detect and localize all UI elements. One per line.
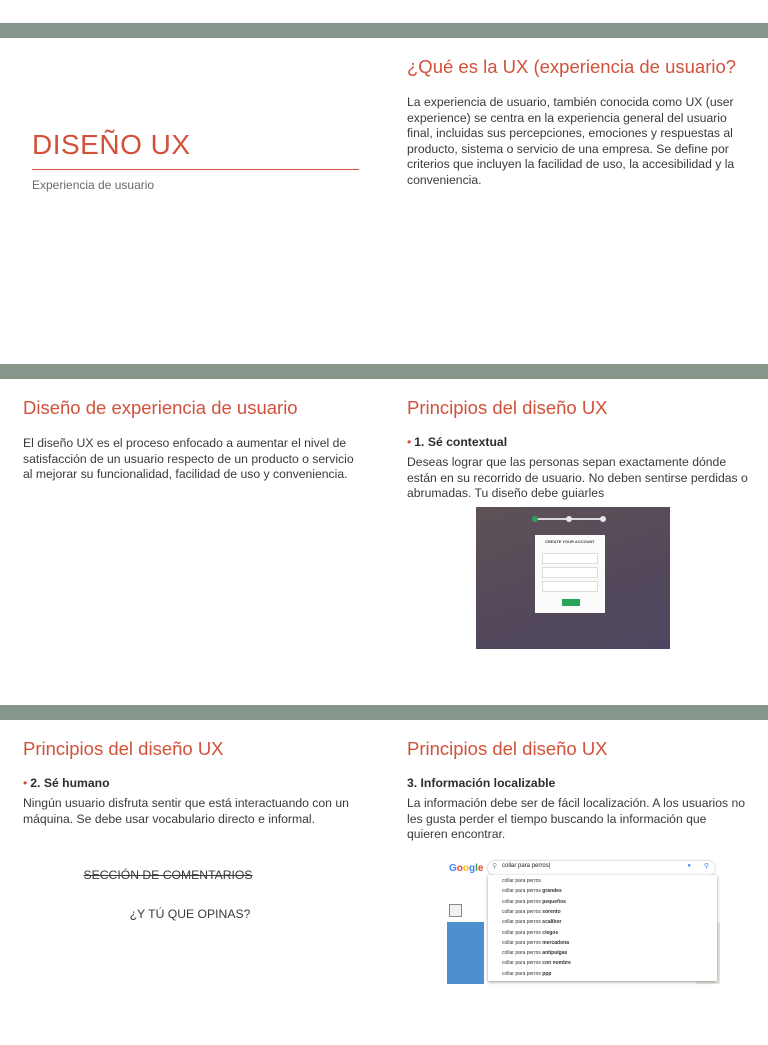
suggestion-text: collar para perros <box>502 970 543 977</box>
slide-header-bar <box>0 364 384 379</box>
suggestion-completion: antipulgas <box>542 950 568 957</box>
search-box <box>488 861 715 875</box>
slide-title: Principios del diseño UX <box>407 738 608 759</box>
result-thumbnail <box>447 922 484 984</box>
suggestion-completion: ppp <box>542 970 552 977</box>
bullet-marker: • <box>23 776 28 790</box>
next-button <box>562 599 580 606</box>
cover-title: DISEÑO UX <box>32 129 191 160</box>
suggestion-item <box>502 919 561 925</box>
slide-title: ¿Qué es la UX (experiencia de usuario? <box>407 56 737 77</box>
principle-heading-text: 2. Sé humano <box>30 776 110 790</box>
signup-card <box>535 535 605 613</box>
bullet-marker: • <box>407 435 412 449</box>
opinion-question: ¿Y TÚ QUE OPINAS? <box>129 907 251 921</box>
search-icon: ⚲ <box>492 863 498 870</box>
principle-body: La información debe ser de fácil localización. A los usuarios no les gusta perder el tiempo buscando la información que quieren encontrar. <box>407 796 746 842</box>
suggestion-completion: con nombre <box>542 960 571 967</box>
suggestion-text: collar para perros <box>502 908 543 915</box>
suggestions-dropdown <box>488 875 717 981</box>
title-underline <box>32 169 359 170</box>
cover-subtitle: Experiencia de usuario <box>32 178 155 192</box>
suggestion-text: collar para perros <box>502 929 543 936</box>
suggestion-text: collar para perros <box>502 960 543 967</box>
principle-heading <box>23 776 110 790</box>
slide-title: Diseño de experiencia de usuario <box>23 397 298 418</box>
slide-what-is-ux <box>384 23 768 363</box>
signup-card-title: CREATE YOUR ACCOUNT <box>545 539 595 544</box>
search-submit-icon: ⚲ <box>703 863 709 870</box>
mic-icon: ● <box>687 863 691 869</box>
slide-cover <box>0 23 384 363</box>
suggestion-item <box>502 971 551 977</box>
slide-body: La experiencia de usuario, también conocida como UX (user experience) se centra en la experiencia general del usuario final, incluidas sus percepciones, emociones y respuestas al producto, sistema o servicio de una empresa. Se define por criterios que incluyen la facilidad de uso, la accesibilidad y la conveniencia. <box>407 95 735 187</box>
suggestion-completion: scalibor <box>542 919 562 926</box>
suggestion-completion: ciegos <box>542 929 559 936</box>
principle-heading-text: 1. Sé contextual <box>414 435 508 449</box>
principle-heading <box>407 435 507 449</box>
comments-section-label: SECCIÓN DE COMENTARIOS <box>83 868 253 882</box>
confirm-password-field <box>542 581 598 592</box>
slide-body: El diseño UX es el proceso enfocado a aumentar el nivel de satisfacción de un usuario respecto de un producto o servicio al mejorar su funcionalidad, facilidad de uso y conveniencia. <box>23 436 354 481</box>
principle-body: Deseas lograr que las personas sepan exactamente dónde están en su recorrido de usuario. No deben sentirse perdidas o abrumadas. Tu diseño debe guiarles <box>407 455 748 501</box>
slide-header-bar <box>384 705 768 720</box>
suggestion-item <box>502 909 561 915</box>
suggestion-text: collar para perros <box>502 888 543 895</box>
suggestion-completion: sorento <box>542 908 561 915</box>
suggestion-text: collar para perros <box>502 939 543 946</box>
search-logo: Google <box>449 863 484 874</box>
slide-principle-1 <box>384 364 768 704</box>
slide-title: Principios del diseño UX <box>23 738 224 759</box>
slide-header-bar <box>0 705 384 720</box>
step-dot <box>566 516 572 522</box>
password-field <box>542 567 598 578</box>
suggestion-text: collar para perros <box>502 878 541 884</box>
suggestion-item <box>502 960 571 966</box>
suggestion-completion: grandes <box>542 888 562 895</box>
step-dot-active <box>532 516 538 522</box>
search-screenshot-image <box>447 859 720 985</box>
step-dot <box>600 516 606 522</box>
suggestion-completion: mercadona <box>542 939 569 946</box>
principle-body: Ningún usuario disfruta sentir que está interactuando con un máquina. Se debe usar vocabulario directo e informal. <box>23 796 349 826</box>
suggestion-item <box>502 899 566 905</box>
suggestion-text: collar para perros <box>502 919 543 926</box>
slide-header-bar <box>384 364 768 379</box>
slide-principle-2 <box>0 705 384 1045</box>
suggestion-item <box>502 888 562 894</box>
suggestion-text: collar para perros <box>502 898 543 905</box>
slide-title: Principios del diseño UX <box>407 397 608 418</box>
search-query: collar para perros| <box>502 863 551 869</box>
image-search-icon <box>449 904 462 917</box>
suggestion-item <box>502 940 569 946</box>
slide-principle-3 <box>384 705 768 1045</box>
principle-heading: 3. Información localizable <box>407 776 556 790</box>
suggestion-text: collar para perros <box>502 950 543 957</box>
slide-header-bar <box>384 23 768 38</box>
suggestion-item <box>502 950 567 956</box>
email-field <box>542 553 598 564</box>
suggestion-completion: pequeños <box>542 898 566 905</box>
slide-header-bar <box>0 23 384 38</box>
progress-steps <box>534 518 604 520</box>
slide-ux-design <box>0 364 384 704</box>
signup-screenshot-image <box>476 507 670 649</box>
suggestion-item <box>502 930 558 936</box>
suggestion-item <box>502 878 541 884</box>
